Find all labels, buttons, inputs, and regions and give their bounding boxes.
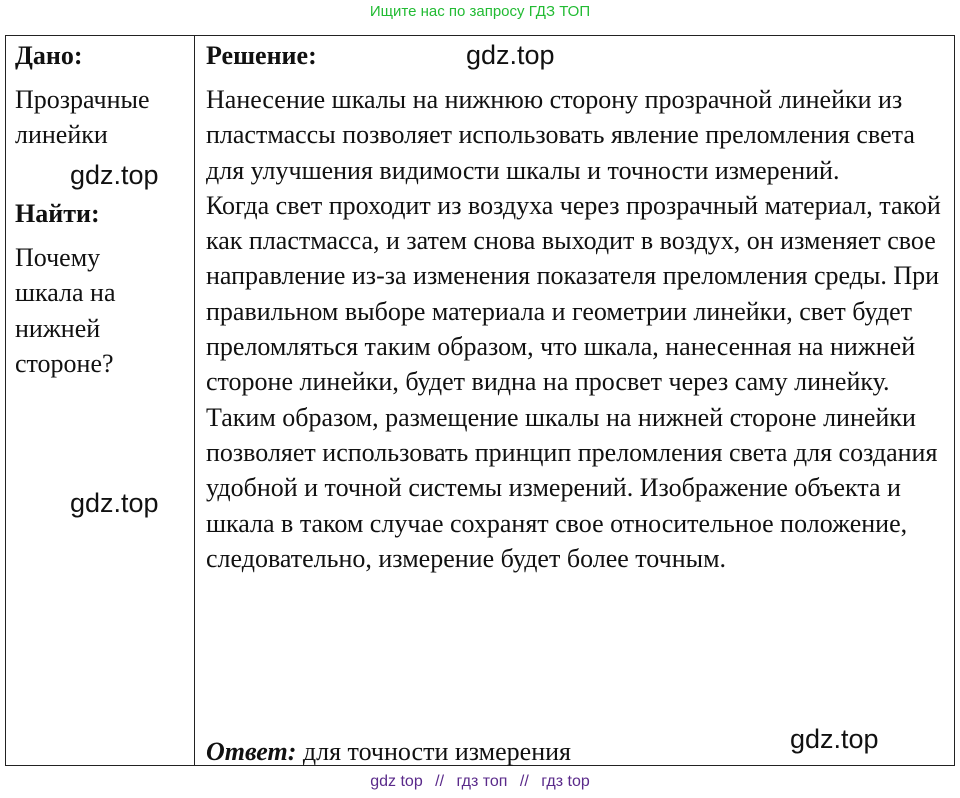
answer-text: для точности измерения: [302, 737, 571, 766]
column-divider: [194, 36, 195, 765]
footer-link-gdz-top-mixed[interactable]: гдз top: [541, 773, 590, 790]
answer-label: Ответ:: [206, 737, 297, 766]
footer-separator: //: [519, 773, 529, 790]
footer-links: [0, 770, 960, 794]
find-text: Почему шкала на нижней стороне?: [15, 243, 116, 378]
solution-text: [206, 82, 948, 576]
solution-paragraph-2: Когда свет проходит из воздуха через прозрачный материал, такой как пластмасса, и затем снова выходит в воздух, он изменяет свое направление из-за изменения показателя преломления среды. При правильном выборе материала и геометрии линейки, свет будет преломляться таким образом, что шкала, нанесенная на нижней стороне линейки, будет видна на просвет через саму линейку.: [206, 190, 941, 397]
solution-table: [5, 35, 955, 766]
given-text: Прозрачные линейки: [15, 85, 150, 150]
answer: [206, 734, 571, 770]
footer-link-gdz-top-ru[interactable]: гдз топ: [456, 773, 508, 790]
find-heading: Найти:: [15, 199, 100, 228]
top-banner: Ищите нас по запросу ГДЗ ТОП: [369, 3, 591, 20]
solution-paragraph-1: Нанесение шкалы на нижнюю сторону прозрачной линейки из пластмассы позволяет использовать явление преломления света для улучшения видимости шкалы и точности измерений.: [206, 85, 915, 185]
watermark: gdz.top: [70, 160, 159, 190]
given-heading: Дано:: [15, 41, 83, 70]
watermark: gdz.top: [466, 40, 555, 70]
footer-separator: //: [435, 773, 445, 790]
watermark: gdz.top: [70, 488, 159, 518]
solution-paragraph-3: Таким образом, размещение шкалы на нижней стороне линейки позволяет использовать принцип преломления света для создания удобной и точной системы измерений. Изображение объекта и шкала в таком случае сохранят свое относительное положение, следовательно, измерение будет более точным.: [206, 402, 938, 573]
solution-heading: Решение:: [206, 41, 317, 70]
watermark: gdz.top: [790, 724, 879, 754]
footer-link-gdz-top[interactable]: gdz top: [370, 773, 423, 790]
